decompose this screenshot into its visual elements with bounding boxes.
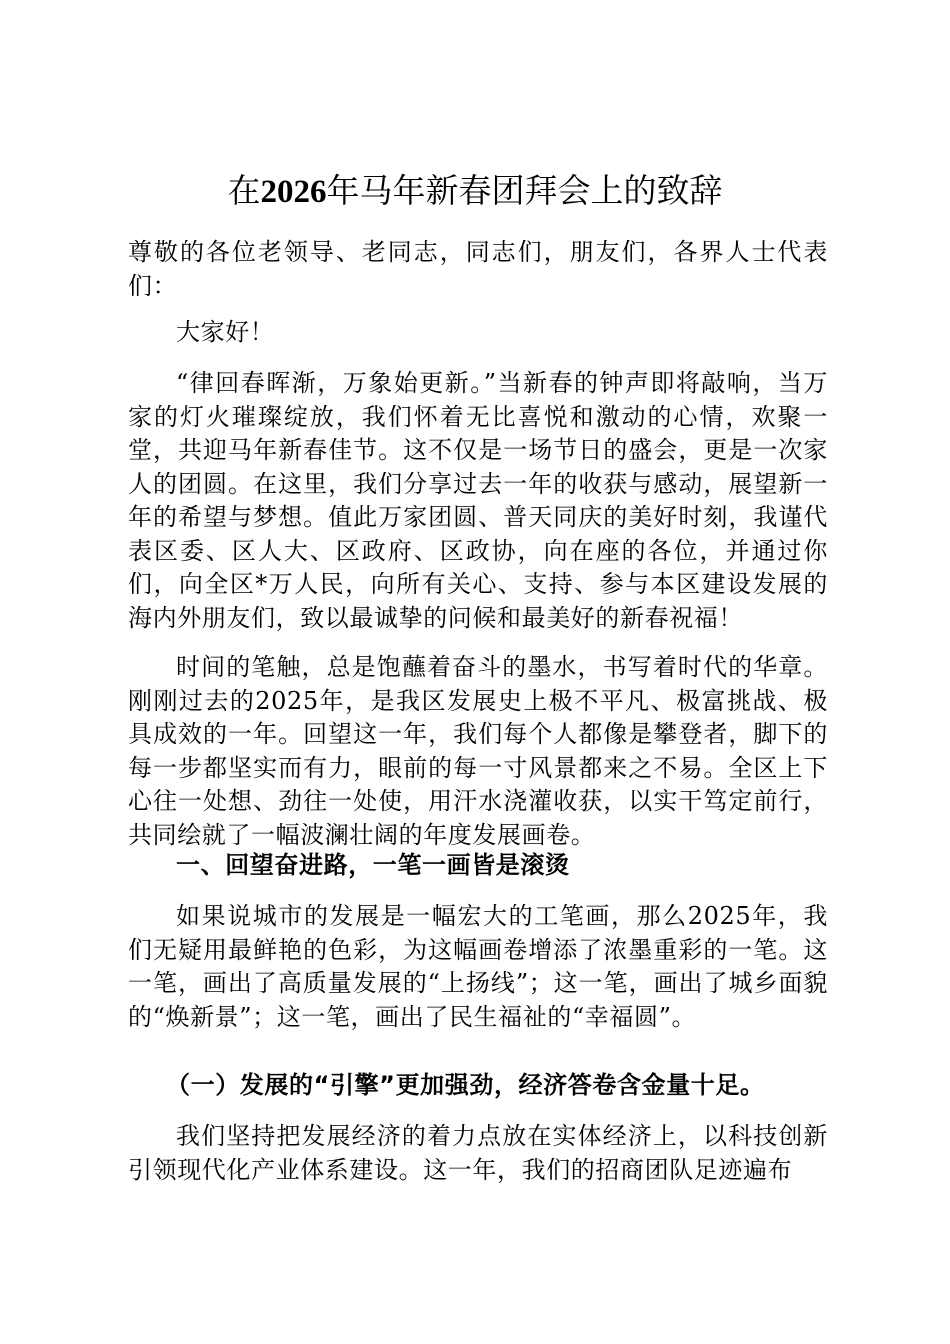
subsection-heading-1: （一）发展的“引擎”更加强劲，经济答卷含金量十足。 — [166, 1071, 765, 1099]
salutation: 尊敬的各位老领导、老同志，同志们，朋友们，各界人士代表们： — [128, 238, 828, 300]
paragraph-3-block — [128, 900, 828, 1034]
section-heading-1: 一、回望奋进路，一笔一画皆是滚烫 — [176, 851, 570, 879]
paragraph-4: 我们坚持把发展经济的着力点放在实体经济上，以科技创新引领现代化产业体系建设。这一年，我们的招商团队足迹遍布 — [128, 1122, 828, 1184]
title-suffix: 年马年新春团拜会上的致辞 — [326, 171, 723, 210]
paragraph-2: 时间的笔触，总是饱蘸着奋斗的墨水，书写着时代的华章。刚刚过去的2025年，是我区发展史上极不平凡、极富挑战、极具成效的一年。回望这一年，我们每个人都像是攀登者，脚下的每一步都坚实而有力，眼前的每一寸风景都来之不易。全区上下心往一处想、劲往一处使，用汗水浇灌收获，以实干笃定前行，共同绘就了一幅波澜壮阔的年度发展画卷。 — [128, 653, 828, 849]
title-prefix: 在 — [227, 171, 261, 210]
title-year: 2026 — [260, 174, 327, 210]
greeting-block — [128, 316, 828, 350]
paragraph-2-block — [128, 651, 828, 852]
paragraph-3: 如果说城市的发展是一幅宏大的工笔画，那么2025年，我们无疑用最鲜艳的色彩，为这幅画卷增添了浓墨重彩的一笔。这一笔，画出了高质量发展的“上扬线”；这一笔，画出了城乡面貌的“焕新景”；这一笔，画出了民生福祉的“幸福圆”。 — [128, 902, 828, 1031]
salutation-block — [128, 236, 828, 303]
paragraph-1-block — [128, 367, 828, 635]
document-title — [0, 168, 950, 215]
paragraph-1: “律回春晖渐，万象始更新。”当新春的钟声即将敲响，当万家的灯火璀璨绽放，我们怀着无比喜悦和激动的心情，欢聚一堂，共迎马年新春佳节。这不仅是一场节日的盛会，更是一次家人的团圆。在这里，我们分享过去一年的收获与感动，展望新一年的希望与梦想。值此万家团圆、普天同庆的美好时刻，我谨代表区委、区人大、区政府、区政协，向在座的各位，并通过你们，向全区*万人民，向所有关心、支持、参与本区建设发展的海内外朋友们，致以最诚挚的问候和最美好的新春祝福！ — [128, 369, 828, 632]
paragraph-4-block — [128, 1120, 828, 1187]
greeting: 大家好！ — [176, 318, 275, 346]
